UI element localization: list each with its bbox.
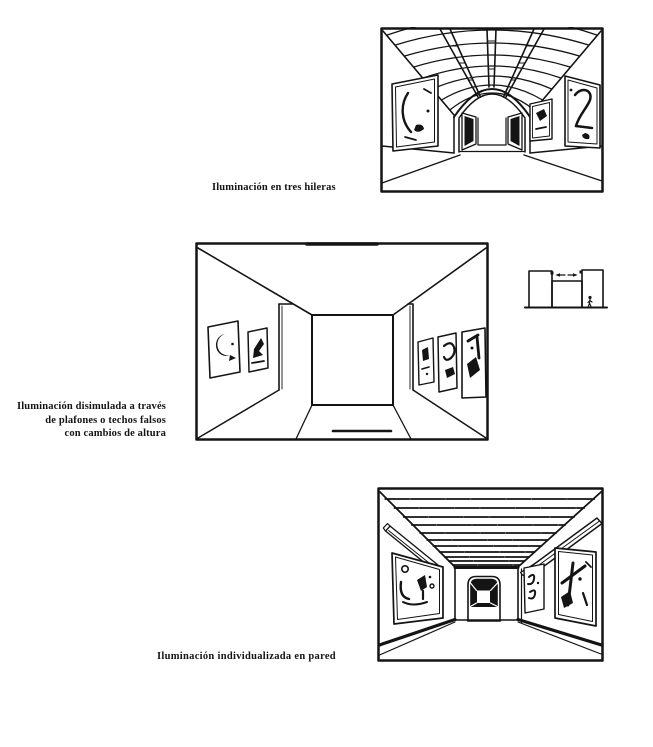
painting-right-2: [438, 333, 457, 392]
painting-right-large: [555, 548, 596, 626]
painting-left-2: [248, 328, 268, 372]
false-ceiling-room-drawing: [195, 242, 489, 441]
painting-left: [392, 75, 438, 151]
painting-left-1: [208, 321, 240, 378]
painting-right-large: [565, 76, 600, 148]
painting-right-small: [524, 564, 544, 613]
scale-person: [588, 296, 592, 308]
arch-doorway: [468, 577, 500, 621]
painting-right-3: [462, 328, 486, 398]
caption-line: Iluminación disimulada a través: [16, 401, 166, 412]
light-direction-arrows: [556, 273, 578, 277]
caption-false-ceiling-lighting: [17, 400, 166, 441]
figure-false-ceiling-lighting: [195, 242, 489, 441]
section-diagram-drawing: [524, 260, 608, 310]
caption-wall-lighting: Iluminación individualizada en pared: [157, 651, 336, 662]
light-fixtures-dots: [551, 271, 583, 275]
vaulted-gallery-drawing: [380, 27, 604, 193]
caption-line: de plafones o techos falsos: [45, 414, 166, 426]
caption-line: con cambios de altura: [64, 428, 166, 439]
floor-baseboards: [380, 620, 602, 656]
painting-right-1: [418, 338, 434, 385]
figure-section-diagram: [524, 260, 608, 310]
painting-right-small: [530, 99, 552, 141]
figure-wall-lighting: [377, 487, 604, 662]
skylight-bands: [440, 29, 544, 97]
end-passage: [459, 113, 525, 152]
caption-three-row-lighting: Iluminación en tres hileras: [212, 182, 336, 193]
wall-lit-gallery-drawing: [377, 487, 604, 662]
ceiling-panel: [312, 315, 393, 405]
figure-three-row-lighting: [380, 27, 604, 193]
